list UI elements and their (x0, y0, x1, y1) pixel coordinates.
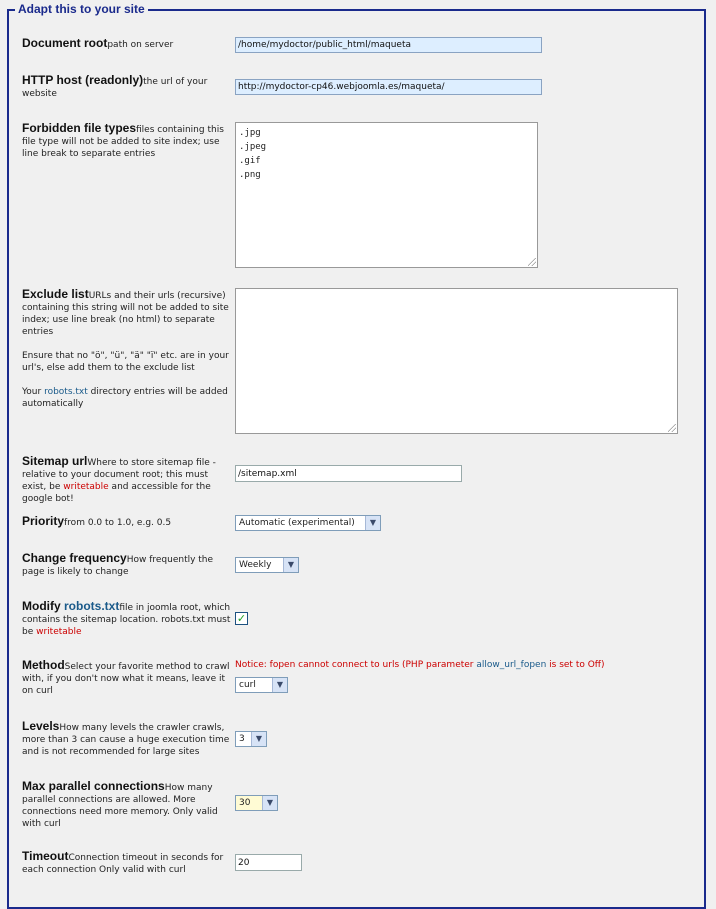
forbidden-types-label-block (22, 122, 232, 160)
chevron-down-icon: ▼ (272, 678, 287, 692)
levels-label: Levels (22, 719, 60, 733)
modify-robots-label-block: Modify robots.txtfile in joomla root, which contains the sitemap location. robots.txt must be writetable (22, 599, 231, 637)
timeout-label-block (22, 850, 232, 876)
sitemap-url-label-block: Sitemap urlWhere to store sitemap file - relative to your document root; this must exist, be writetable and accessible for the google bot! (22, 454, 216, 504)
max-parallel-select[interactable] (235, 795, 278, 811)
change-frequency-select[interactable] (235, 557, 299, 573)
exclude-list-label-block (22, 288, 232, 410)
priority-selected: Automatic (experimental) (239, 518, 355, 528)
max-parallel-label: Max parallel connections (22, 779, 165, 793)
modify-robots-label: Modify robots.txt (22, 599, 120, 613)
sitemap-url-label: Sitemap url (22, 454, 88, 468)
exclude-list-robots-note: Your robots.txt directory entries will be added automatically (22, 387, 228, 409)
levels-label-block (22, 720, 232, 758)
writetable-link[interactable]: writetable (36, 627, 82, 637)
exclude-list-textarea[interactable] (235, 288, 678, 434)
chevron-down-icon: ▼ (262, 796, 277, 810)
document-root-label-block (22, 37, 232, 51)
priority-label: Priority (22, 514, 65, 528)
method-label: Method (22, 658, 65, 672)
method-select[interactable] (235, 677, 288, 693)
forbidden-type-line: .jpg (239, 128, 261, 138)
timeout-label: Timeout (22, 849, 69, 863)
levels-selected: 3 (239, 734, 245, 744)
resize-grip-icon[interactable] (528, 258, 536, 266)
forbidden-type-line: .png (239, 170, 261, 180)
max-parallel-desc: How many parallel connections are allowed. More connections need more memory. Only valid with curl (22, 783, 218, 829)
forbidden-types-label: Forbidden file types (22, 121, 137, 135)
chevron-down-icon: ▼ (283, 558, 298, 572)
change-frequency-selected: Weekly (239, 560, 272, 570)
forbidden-types-textarea[interactable] (235, 122, 538, 268)
exclude-list-note: Ensure that no "ö", "ü", "ä" "ï" etc. are in your url's, else add them to the exclude list (22, 351, 229, 373)
change-frequency-label-block (22, 552, 232, 578)
http-host-input[interactable]: http://mydoctor-cp46.webjoomla.es/maqueta/ (235, 79, 542, 95)
method-label-block (22, 659, 232, 697)
forbidden-type-line: .jpeg (239, 142, 267, 152)
priority-desc: from 0.0 to 1.0, e.g. 0.5 (64, 518, 172, 528)
change-frequency-label: Change frequency (22, 551, 127, 565)
max-parallel-selected: 30 (239, 798, 251, 808)
timeout-desc: Connection timeout in seconds for each connection Only valid with curl (22, 853, 224, 875)
http-host-label-block (22, 74, 232, 100)
chevron-down-icon: ▼ (251, 732, 266, 746)
forbidden-types-row (22, 122, 702, 268)
exclude-list-row (22, 288, 702, 434)
http-host-label: HTTP host (readonly) (22, 73, 144, 87)
change-frequency-row (22, 551, 702, 577)
change-frequency-desc: How frequently the page is likely to change (22, 555, 214, 577)
levels-desc: How many levels the crawler crawls, more than 3 can cause a huge execution time and is not recommended for large sites (22, 723, 230, 757)
priority-row (22, 515, 702, 531)
checkmark-icon: ✓ (236, 612, 247, 625)
max-parallel-label-block (22, 780, 232, 830)
levels-select[interactable] (235, 731, 267, 747)
timeout-input[interactable]: 20 (235, 854, 302, 871)
http-host-desc: the url of your website (22, 77, 208, 99)
document-root-desc: path on server (107, 40, 174, 50)
resize-grip-icon[interactable] (668, 424, 676, 432)
document-root-label: Document root (22, 36, 108, 50)
exclude-list-desc: URLs and their urls (recursive) containing this string will not be added to site index; use line break (no html) to separate entries (22, 291, 229, 337)
allow-url-fopen-link[interactable]: allow_url_fopen (476, 660, 547, 670)
method-desc: Select your favorite method to crawl with, if you don't now what it means, leave it on curl (22, 662, 230, 696)
priority-label-block (22, 515, 232, 529)
forbidden-type-line: .gif (239, 156, 261, 166)
fieldset-legend: Adapt this to your site (15, 2, 148, 16)
robots-txt-link[interactable]: robots.txt (44, 387, 88, 397)
max-parallel-row (22, 779, 702, 829)
document-root-input[interactable]: /home/mydoctor/public_html/maqueta (235, 37, 542, 53)
robots-txt-link[interactable]: robots.txt (64, 599, 120, 613)
exclude-list-label: Exclude list (22, 287, 89, 301)
method-selected: curl (239, 680, 256, 690)
method-row (22, 658, 702, 696)
levels-row (22, 719, 702, 757)
priority-select[interactable] (235, 515, 381, 531)
method-notice: Notice: fopen cannot connect to urls (PHP parameter allow_url_fopen is set to Off) (235, 660, 605, 670)
writetable-link[interactable]: writetable (63, 482, 109, 492)
modify-robots-checkbox[interactable] (235, 612, 248, 625)
sitemap-url-input[interactable]: /sitemap.xml (235, 465, 462, 482)
chevron-down-icon: ▼ (365, 516, 380, 530)
forbidden-types-desc: files containing this file type will not be added to site index; use line break to separate entries (22, 125, 224, 159)
